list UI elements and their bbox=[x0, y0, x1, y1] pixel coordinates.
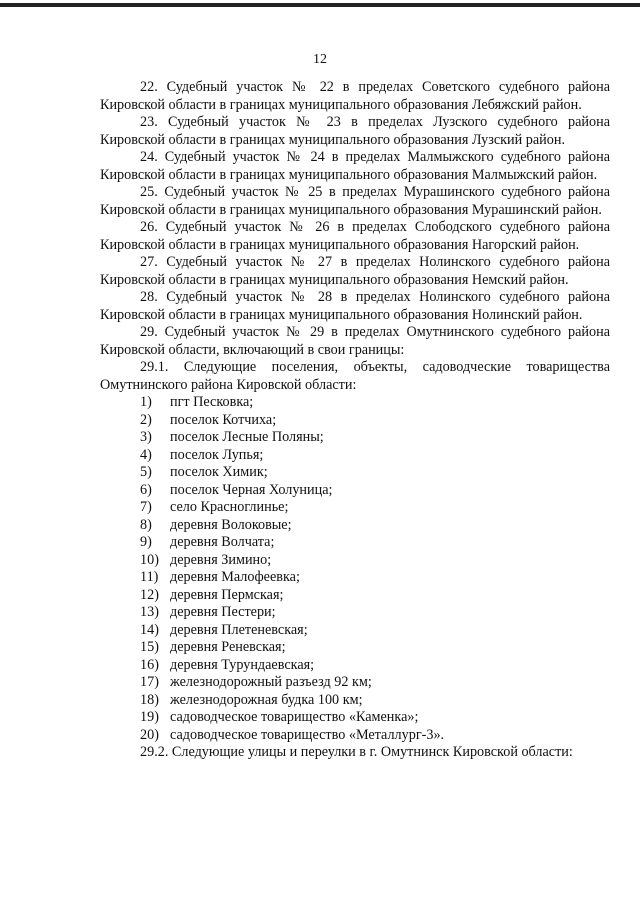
list-item bbox=[140, 569, 610, 587]
list-text: деревня Малофеевка; bbox=[170, 569, 300, 585]
list-number: 19) bbox=[140, 709, 159, 725]
top-border-rule bbox=[0, 3, 640, 7]
list-number: 1) bbox=[140, 394, 152, 410]
document-body bbox=[100, 79, 610, 762]
list-item bbox=[140, 464, 610, 482]
list-text: пгт Песковка; bbox=[170, 394, 254, 410]
paragraph-23: 23. Судебный участок № 23 в пределах Лузского судебного района Кировской области в границах муниципального образования Лузский район. bbox=[100, 114, 610, 148]
list-number: 5) bbox=[140, 464, 152, 480]
list-number: 9) bbox=[140, 534, 152, 550]
list-item bbox=[140, 517, 610, 535]
list-item bbox=[140, 674, 610, 692]
paragraph-22: 22. Судебный участок № 22 в пределах Советского судебного района Кировской области в границах муниципального образования Лебяжский район. bbox=[100, 79, 610, 113]
list-item bbox=[140, 552, 610, 570]
list-item bbox=[140, 447, 610, 465]
list-item bbox=[140, 657, 610, 675]
list-number: 18) bbox=[140, 691, 159, 708]
list-item bbox=[140, 727, 610, 745]
list-number: 11) bbox=[140, 569, 159, 585]
list-item bbox=[140, 499, 610, 517]
paragraph-27: 27. Судебный участок № 27 в пределах Нолинского судебного района Кировской области в границах муниципального образования Немский район. bbox=[100, 254, 610, 288]
paragraph-28: 28. Судебный участок № 28 в пределах Нолинского судебного района Кировской области в границах муниципального образования Нолинский район. bbox=[100, 289, 610, 323]
list-number: 2) bbox=[140, 411, 152, 428]
list-item bbox=[140, 622, 610, 640]
list-text: поселок Химик; bbox=[170, 464, 268, 480]
list-item bbox=[140, 429, 610, 447]
list-item bbox=[140, 604, 610, 622]
list-text: деревня Пермская; bbox=[170, 586, 284, 603]
list-text: деревня Турундаевская; bbox=[170, 656, 315, 673]
list-text: деревня Зимино; bbox=[170, 551, 272, 568]
list-number: 16) bbox=[140, 656, 159, 673]
list-item bbox=[140, 412, 610, 430]
list-text: деревня Волоковые; bbox=[170, 516, 292, 533]
list-number: 12) bbox=[140, 586, 159, 603]
paragraph-26: 26. Судебный участок № 26 в пределах Слободского судебного района Кировской области в границах муниципального образования Нагорский район. bbox=[100, 219, 610, 253]
list-text: садоводческое товарищество «Каменка»; bbox=[170, 709, 419, 725]
settlement-list bbox=[100, 394, 610, 744]
list-number: 6) bbox=[140, 481, 152, 498]
list-text: деревня Волчата; bbox=[170, 534, 275, 550]
paragraph-29: 29. Судебный участок № 29 в пределах Омутнинского судебного района Кировской области, включающий в свои границы: bbox=[100, 324, 610, 358]
list-number: 8) bbox=[140, 516, 152, 533]
list-text: железнодорожный разъезд 92 км; bbox=[170, 674, 372, 690]
page-number: 12 bbox=[313, 52, 327, 67]
list-item bbox=[140, 482, 610, 500]
list-item bbox=[140, 587, 610, 605]
paragraph-25: 25. Судебный участок № 25 в пределах Мурашинского судебного района Кировской области в границах муниципального образования Мурашинский район. bbox=[100, 184, 610, 218]
paragraph-24: 24. Судебный участок № 24 в пределах Малмыжского судебного района Кировской области в границах муниципального образования Малмыжский район. bbox=[100, 149, 610, 183]
list-item bbox=[140, 692, 610, 710]
list-number: 10) bbox=[140, 551, 159, 568]
list-text: поселок Котчиха; bbox=[170, 411, 277, 428]
list-text: поселок Черная Холуница; bbox=[170, 481, 333, 498]
list-item bbox=[140, 639, 610, 657]
list-text: деревня Пестери; bbox=[170, 604, 276, 620]
paragraph-29-2: 29.2. Следующие улицы и переулки в г. Омутнинск Кировской области: bbox=[140, 744, 573, 760]
list-number: 7) bbox=[140, 499, 152, 515]
list-item bbox=[140, 394, 610, 412]
list-item bbox=[140, 709, 610, 727]
list-text: деревня Реневская; bbox=[170, 639, 286, 655]
list-number: 3) bbox=[140, 429, 152, 445]
list-text: деревня Плетеневская; bbox=[170, 621, 308, 638]
list-number: 20) bbox=[140, 726, 159, 743]
list-item bbox=[140, 534, 610, 552]
list-number: 15) bbox=[140, 639, 159, 655]
list-number: 13) bbox=[140, 604, 159, 620]
list-text: село Красноглинье; bbox=[170, 499, 289, 515]
list-text: железнодорожная будка 100 км; bbox=[170, 691, 363, 708]
paragraph-29-1: 29.1. Следующие поселения, объекты, садоводческие товарищества Омутнинского района Кировской области: bbox=[100, 359, 610, 393]
list-text: поселок Лесные Поляны; bbox=[170, 429, 324, 445]
list-number: 4) bbox=[140, 446, 152, 463]
list-number: 14) bbox=[140, 621, 159, 638]
list-text: поселок Лупья; bbox=[170, 446, 264, 463]
list-number: 17) bbox=[140, 674, 159, 690]
list-text: садоводческое товарищество «Металлург-3». bbox=[170, 726, 445, 743]
